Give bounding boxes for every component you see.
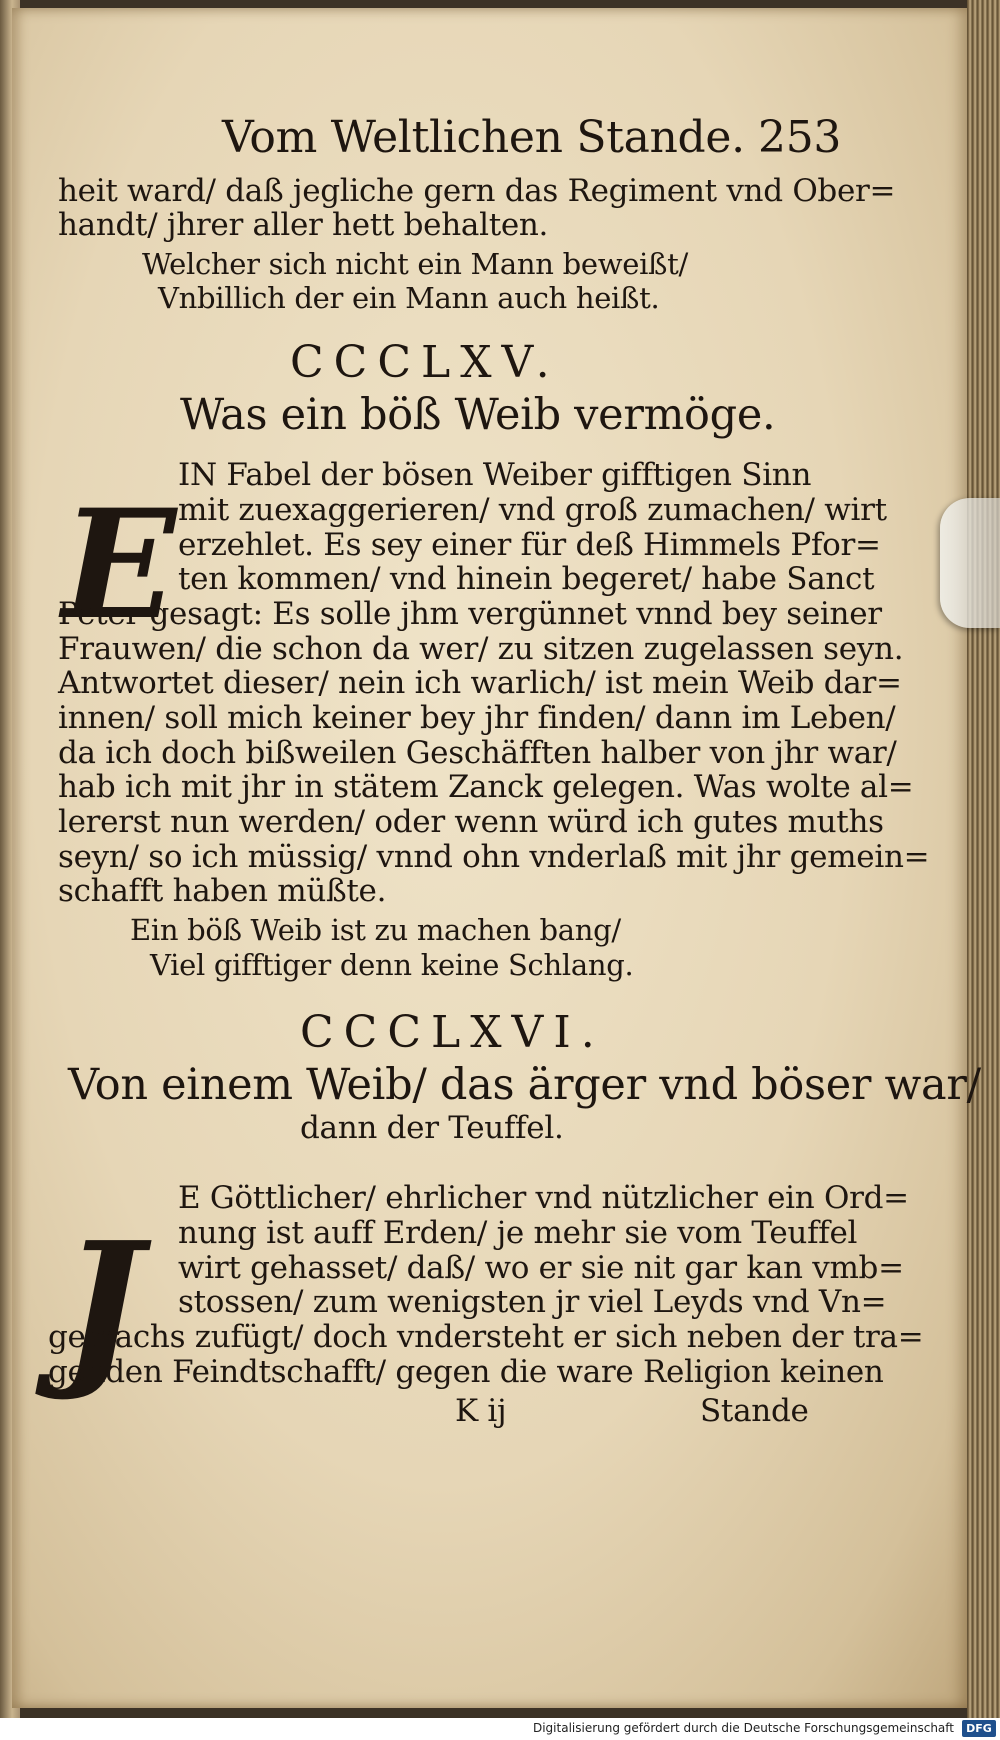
text-line: wirt gehasset/ daß/ wo er sie nit gar kan vmb= xyxy=(178,1250,904,1286)
page-clip xyxy=(940,498,1000,628)
text-line: lererst nun werden/ oder wenn würd ich gutes muths xyxy=(58,804,884,840)
chapter-heading: Von einem Weib/ das ärger vnd böser war/ xyxy=(68,1060,981,1110)
text-line: mit zuexaggerieren/ vnd groß zumachen/ wirt xyxy=(178,492,887,528)
running-head: Vom Weltlichen Stande. xyxy=(222,112,745,163)
chapter-heading: Was ein böß Weib vermöge. xyxy=(180,390,776,440)
fore-edge xyxy=(967,0,1000,1718)
catchword: Stande xyxy=(700,1393,809,1429)
folio-number: 253 xyxy=(758,112,842,163)
verse-line: Vnbillich der ein Mann auch heißt. xyxy=(158,281,660,315)
text-line: schafft haben müßte. xyxy=(58,873,387,909)
decorated-initial: E xyxy=(62,477,177,653)
chapter-heading-continued: dann der Teuffel. xyxy=(300,1110,564,1146)
funding-credit: Digitalisierung gefördert durch die Deutsche Forschungsgemeinschaft xyxy=(532,1721,954,1735)
dfg-logo: DFG xyxy=(962,1720,996,1737)
text-line: erzehlet. Es sey einer für deß Himmels Pfor= xyxy=(178,527,881,563)
text-line: hab ich mit jhr in stätem Zanck gelegen. Was wolte al= xyxy=(58,769,914,805)
chapter-numeral: CCCLXV. xyxy=(290,337,560,388)
text-line: Frauwen/ die schon da wer/ zu sitzen zugelassen seyn. xyxy=(58,631,904,667)
text-line: handt/ jhrer aller hett behalten. xyxy=(58,207,549,243)
chapter-numeral: CCCLXVI. xyxy=(300,1007,605,1058)
text-line: ten kommen/ vnd hinein begeret/ habe Sanct xyxy=(178,561,875,597)
verse-line: Welcher sich nicht ein Mann beweißt/ xyxy=(142,247,688,281)
text-line: gemachs zufügt/ doch vndersteht er sich neben der tra= xyxy=(48,1319,924,1355)
decorated-initial: J xyxy=(62,1205,143,1405)
text-line: innen/ soll mich keiner bey jhr finden/ dann im Leben/ xyxy=(58,700,896,736)
text-line: Peter gesagt: Es solle jhm vergünnet vnnd bey seiner xyxy=(58,596,882,632)
verse-line: Ein böß Weib ist zu machen bang/ xyxy=(130,913,621,947)
text-line: IN Fabel der bösen Weiber gifftigen Sinn xyxy=(178,457,812,493)
text-line: da ich doch bißweilen Geschäfften halber von jhr war/ xyxy=(58,735,897,771)
text-line: heit ward/ daß jegliche gern das Regiment vnd Ober= xyxy=(58,173,896,209)
text-line: stossen/ zum wenigsten jr viel Leyds vnd Vn= xyxy=(178,1284,887,1320)
text-line: nung ist auff Erden/ je mehr sie vom Teuffel xyxy=(178,1215,858,1251)
text-line: Antwortet dieser/ nein ich warlich/ ist mein Weib dar= xyxy=(58,665,902,701)
signature-mark: K ij xyxy=(455,1393,507,1429)
text-line: E Göttlicher/ ehrlicher vnd nützlicher ein Ord= xyxy=(178,1180,909,1216)
text-line: seyn/ so ich müssig/ vnnd ohn vnderlaß mit jhr gemein= xyxy=(58,839,930,875)
text-line: genden Feindtschafft/ gegen die ware Religion keinen xyxy=(48,1354,884,1390)
verse-line: Viel gifftiger denn keine Schlang. xyxy=(150,948,634,982)
